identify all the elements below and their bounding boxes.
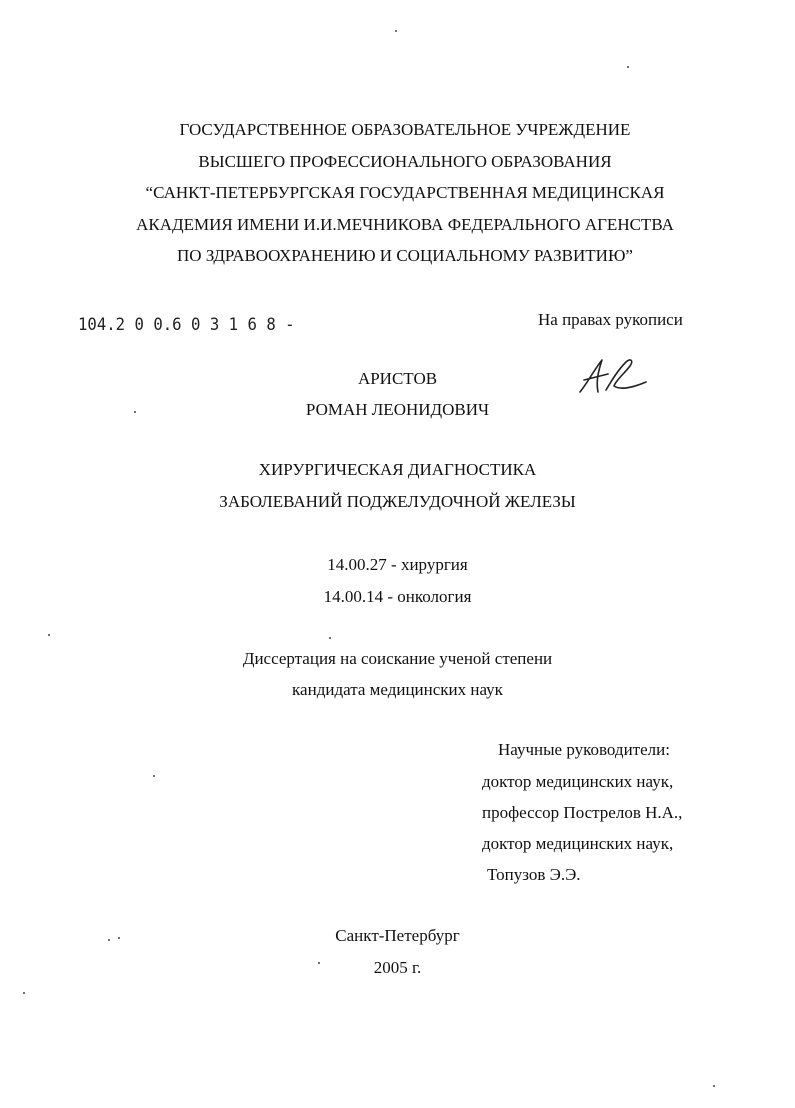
supervisor-line-2: профессор Пострелов Н.А., <box>482 803 683 822</box>
scan-speck <box>329 637 331 639</box>
supervisors-heading: Научные руководители: <box>498 740 670 759</box>
scan-speck <box>134 411 136 413</box>
author-given-names: РОМАН ЛЕОНИДОВИЧ <box>305 400 490 419</box>
author-surname: АРИСТОВ <box>357 369 438 388</box>
scan-speck <box>48 634 50 636</box>
scan-speck <box>23 992 25 994</box>
degree-line-1: Диссертация на соискание ученой степени <box>242 649 553 668</box>
scan-speck <box>318 962 320 964</box>
supervisor-line-3: доктор медицинских наук, <box>482 834 674 853</box>
institution-line-2: ВЫСШЕГО ПРОФЕССИОНАЛЬНОГО ОБРАЗОВАНИЯ <box>198 151 612 171</box>
title-line-1: ХИРУРГИЧЕСКАЯ ДИАГНОСТИКА <box>258 460 537 479</box>
title-line-2: ЗАБОЛЕВАНИЙ ПОДЖЕЛУДОЧНОЙ ЖЕЛЕЗЫ <box>219 492 576 511</box>
degree-line-2: кандидата медицинских наук <box>292 680 503 699</box>
institution-line-3: “САНКТ-ПЕТЕРБУРГСКАЯ ГОСУДАРСТВЕННАЯ МЕДИЦИНСКАЯ <box>145 183 665 202</box>
institution-line-4: АКАДЕМИЯ ИМЕНИ И.И.МЕЧНИКОВА ФЕДЕРАЛЬНОГО АГЕНСТВА <box>136 214 674 234</box>
supervisor-line-1: доктор медицинских наук, <box>482 772 674 791</box>
supervisor-line-4: Топузов Э.Э. <box>487 865 581 884</box>
scan-speck <box>118 937 120 939</box>
scan-speck <box>108 939 110 941</box>
registration-stamp: 104.2 0 0.6 0 3 1 6 8 - <box>78 315 295 335</box>
institution-line-5: ПО ЗДРАВООХРАНЕНИЮ И СОЦИАЛЬНОМУ РАЗВИТИЮ” <box>177 246 633 265</box>
scan-speck <box>713 1085 715 1087</box>
scan-speck <box>395 30 397 32</box>
scan-speck <box>627 66 629 68</box>
institution-header <box>0 120 795 278</box>
footer-city: Санкт-Петербург <box>335 926 460 945</box>
footer-year: 2005 г. <box>373 958 422 977</box>
scan-speck <box>153 775 155 777</box>
specialty-surgery: 14.00.27 - хирургия <box>327 555 468 574</box>
manuscript-rights-note: На правах рукописи <box>538 310 683 329</box>
institution-line-1: ГОСУДАРСТВЕННОЕ ОБРАЗОВАТЕЛЬНОЕ УЧРЕЖДЕНИЕ <box>179 120 631 139</box>
specialty-oncology: 14.00.14 - онкология <box>323 587 472 606</box>
